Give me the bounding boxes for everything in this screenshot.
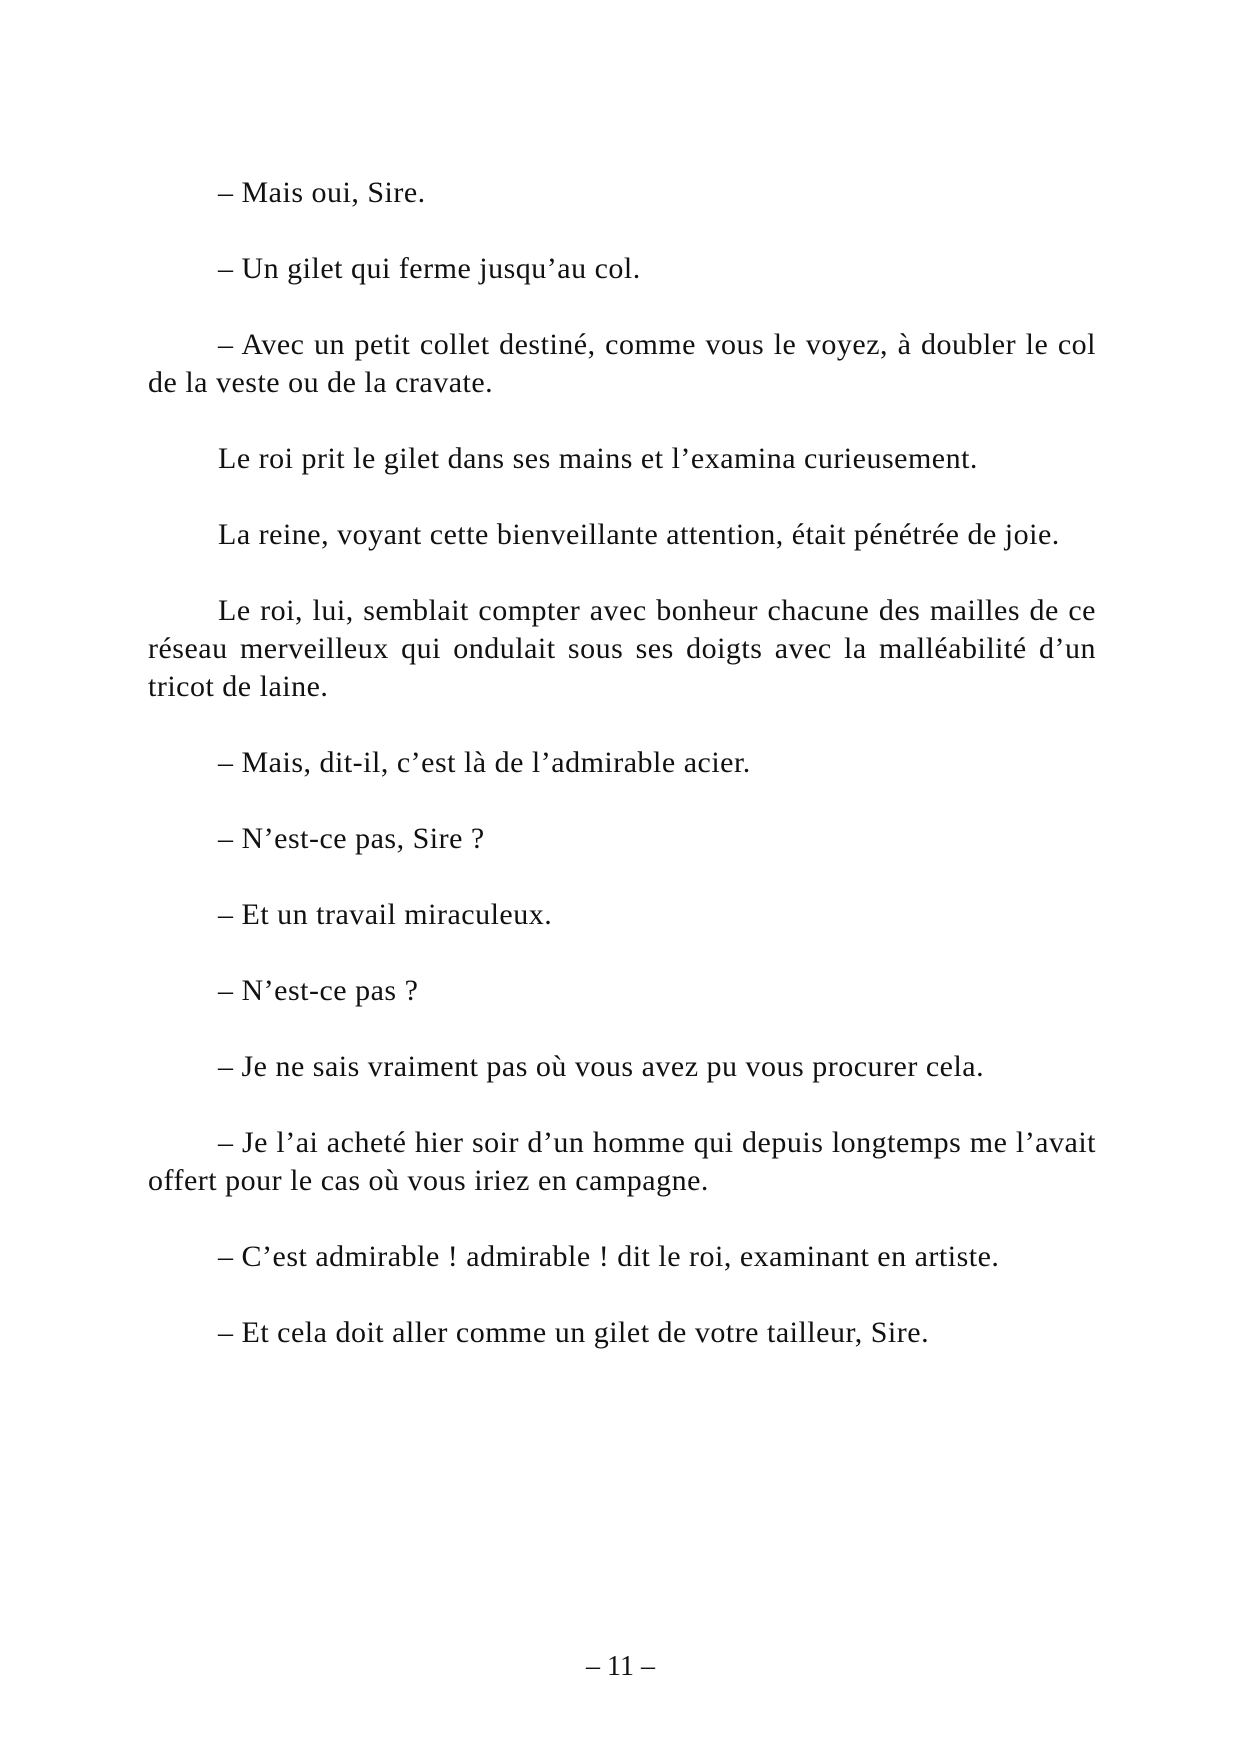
page-body [148,174,1096,1352]
paragraph: – Avec un petit collet destiné, comme vous le voyez, à doubler le col de la veste ou de la cravate. [148,328,1096,399]
paragraph: – C’est admirable ! admirable ! dit le roi, examinant en artiste. [218,1240,1000,1273]
paragraph: – Je l’ai acheté hier soir d’un homme qui depuis longtemps me l’avait offert pour le cas où vous iriez en campagne. [148,1126,1096,1197]
paragraph: – Mais, dit-il, c’est là de l’admirable acier. [218,746,751,779]
paragraph: – N’est-ce pas, Sire ? [218,822,485,855]
page-number: – 11 – [586,1651,655,1682]
paragraph: – Je ne sais vraiment pas où vous avez pu vous procurer cela. [218,1050,985,1083]
paragraph: – Un gilet qui ferme jusqu’au col. [218,252,641,285]
paragraph: – N’est-ce pas ? [218,974,419,1007]
paragraph: La reine, voyant cette bienveillante attention, était pénétrée de joie. [218,518,1060,551]
paragraph: – Et un travail miraculeux. [218,898,553,931]
paragraph: – Mais oui, Sire. [218,176,426,209]
paragraph: Le roi prit le gilet dans ses mains et l’examina curieusement. [218,442,978,475]
paragraph: – Et cela doit aller comme un gilet de votre tailleur, Sire. [218,1316,930,1349]
paragraph: Le roi, lui, semblait compter avec bonheur chacune des mailles de ce réseau merveilleux qui ondulait sous ses doigts avec la malléabilité d’un tricot de laine. [148,594,1096,703]
